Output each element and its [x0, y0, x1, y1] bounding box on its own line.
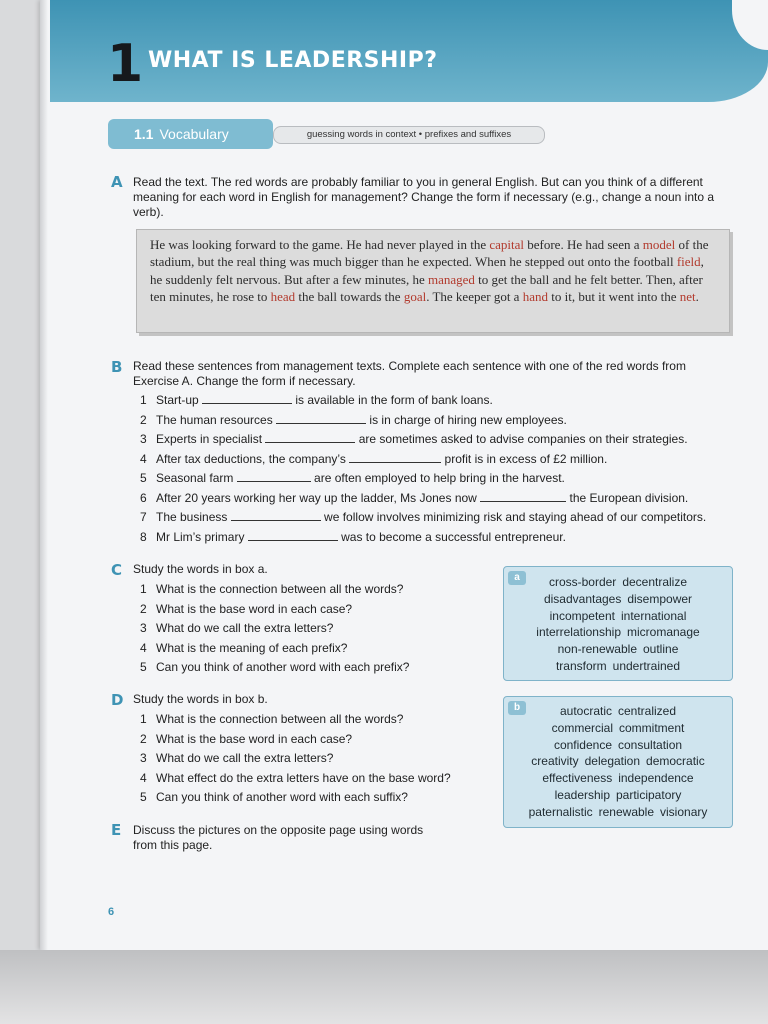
item-text-after: profit is in excess of £2 million. [441, 451, 608, 466]
red-word: hand [522, 288, 548, 304]
story-segment: before. He had seen a [524, 237, 643, 252]
item-number: 3 [140, 621, 147, 635]
vocab-word: renewable [598, 804, 655, 819]
item-number: 1 [140, 582, 147, 596]
list-item [140, 712, 403, 726]
list-item [140, 641, 347, 655]
item-number: 5 [140, 660, 147, 674]
item-text: What is the connection between all the words? [156, 712, 404, 726]
item-number: 5 [140, 790, 147, 804]
word-box-line [504, 754, 732, 768]
item-number: 3 [140, 432, 147, 446]
item-text-after: are often employed to help bring in the harvest. [310, 471, 565, 485]
item-number: 2 [140, 412, 147, 427]
exercise-d-instructions: Study the words in box b. [133, 692, 268, 706]
exercise-c-instructions: Study the words in box a. [133, 562, 268, 576]
exercise-b-item [140, 491, 688, 505]
list-item [140, 660, 409, 674]
word-box-line [504, 575, 732, 589]
exercise-d-letter: D [111, 691, 124, 709]
red-word: model [642, 237, 676, 252]
word-box-b [503, 696, 733, 828]
list-item [140, 732, 352, 746]
vocab-word: delegation [584, 754, 641, 769]
list-item [140, 771, 451, 785]
item-text: What do we call the extra letters? [156, 621, 334, 635]
word-box-line [504, 721, 732, 735]
vocab-word: commitment [619, 720, 685, 735]
red-word: managed [427, 271, 475, 287]
exercise-b-item [140, 393, 493, 407]
story-text [150, 236, 716, 305]
vocab-word: consultation [618, 737, 683, 752]
page-number: 6 [108, 906, 115, 918]
vocab-word: democratic [646, 754, 705, 769]
item-number: 1 [140, 393, 147, 407]
vocab-word: international [620, 608, 687, 623]
item-text-after: was to become a successful entrepreneur. [337, 529, 566, 544]
vocab-word: leadership [554, 788, 610, 802]
word-box-line [504, 609, 732, 623]
item-number: 8 [140, 529, 147, 544]
list-item [140, 790, 408, 804]
exercise-b-item [140, 530, 566, 544]
vocab-word: disempower [627, 591, 693, 606]
vocab-word: outline [643, 642, 679, 657]
item-number: 4 [140, 451, 147, 466]
vocab-word: undertrained [612, 659, 681, 673]
word-box-a [503, 566, 733, 681]
item-text-before: After tax deductions, the company’s [156, 451, 350, 466]
exercise-a-letter: A [111, 173, 123, 191]
red-word: net [679, 288, 696, 304]
item-number: 6 [140, 490, 147, 505]
story-segment: of the stadium, but the real thing was much bigger than he expected. When he stepped out onto the football [150, 237, 709, 270]
exercise-a-instructions: Read the text. The red words are probably familiar to you in general English. But can you think of a different meaning for each word in English for management? Change the form if necessary (e.g., change a noun into a verb). [133, 175, 715, 219]
section-number: 1.1 [134, 126, 154, 142]
list-item [140, 751, 333, 765]
word-box-line [504, 771, 732, 785]
section-pill [108, 119, 273, 149]
exercise-b-instructions: Read these sentences from management texts. Complete each sentence with one of the red words from Exercise A. Change the form if necessary. [133, 359, 686, 388]
item-text-after: is in charge of hiring new employees. [366, 412, 567, 427]
item-text-after: we follow involves minimizing risk and staying ahead of our competitors. [320, 510, 707, 524]
list-item [140, 621, 333, 635]
story-segment: . [695, 288, 699, 304]
section-topics: guessing words in context • prefixes and suffixes [273, 126, 545, 144]
item-text-before: The human resources [156, 412, 277, 427]
item-text: Can you think of another word with each prefix? [156, 660, 410, 674]
answer-blank[interactable] [202, 393, 292, 404]
vocab-word: creativity [531, 754, 579, 769]
item-number: 4 [140, 770, 147, 785]
item-text: Can you think of another word with each suffix? [156, 790, 408, 804]
item-text-before: Experts in specialist [156, 432, 266, 446]
item-number: 1 [140, 712, 147, 726]
item-number: 5 [140, 471, 147, 485]
answer-blank[interactable] [248, 530, 338, 541]
item-text-after: the European division. [566, 490, 689, 505]
list-item [140, 602, 352, 616]
vocab-word: visionary [660, 804, 708, 819]
exercise-b-letter: B [111, 358, 123, 376]
story-segment: . The keeper got a [426, 288, 523, 304]
story-segment: to it, but it went into the [547, 288, 680, 304]
word-box-line [504, 704, 732, 718]
item-number: 3 [140, 751, 147, 765]
vocab-word: autocratic [559, 704, 612, 718]
vocab-word: centralized [618, 704, 677, 718]
vocab-word: effectiveness [542, 771, 613, 786]
vocab-word: participatory [616, 788, 682, 802]
word-box-line [504, 788, 732, 802]
answer-blank[interactable] [237, 471, 311, 482]
item-text: What is the connection between all the words? [156, 582, 404, 596]
exercise-b-item [140, 413, 567, 427]
red-word: goal [403, 288, 427, 304]
answer-blank[interactable] [276, 413, 366, 424]
word-box-line [504, 659, 732, 673]
item-text-before: Start-up [156, 393, 203, 407]
vocab-word: transform [555, 659, 607, 673]
answer-blank[interactable] [265, 432, 355, 443]
red-word: head [270, 288, 296, 304]
chapter-number: 1 [107, 34, 142, 94]
word-box-line [504, 625, 732, 639]
red-word: field [676, 254, 701, 270]
vocab-word: confidence [553, 737, 612, 752]
red-word: capital [489, 237, 524, 252]
vocab-word: incompetent [549, 608, 615, 623]
vocab-word: independence [618, 771, 694, 786]
vocab-word: micromanage [627, 625, 700, 640]
item-number: 4 [140, 640, 147, 655]
section-header [108, 119, 544, 149]
story-segment: to get the ball and he felt better. Then, after ten minutes, he rose to [150, 271, 703, 304]
item-text-before: The business [156, 510, 231, 524]
vocab-word: disadvantages [543, 591, 622, 606]
word-box-b-label: b [508, 701, 526, 715]
item-number: 2 [140, 601, 147, 616]
item-text-before: Mr Lim’s primary [156, 529, 248, 544]
item-text: What is the base word in each case? [156, 601, 353, 616]
vocab-word: commercial [551, 720, 613, 735]
item-text-before: Seasonal farm [156, 471, 237, 485]
list-item [140, 582, 403, 596]
word-box-line [504, 592, 732, 606]
item-number: 7 [140, 510, 147, 524]
answer-blank[interactable] [231, 510, 321, 521]
scan-background [0, 950, 768, 1024]
item-text: What effect do the extra letters have on the base word? [156, 770, 451, 785]
story-segment: He was looking forward to the game. He had never played in the [150, 237, 490, 252]
answer-blank[interactable] [480, 491, 566, 502]
exercise-e-instructions-line1: Discuss the pictures on the opposite page using words [133, 823, 424, 837]
item-number: 2 [140, 731, 147, 746]
exercise-b-item [140, 510, 706, 524]
word-box-a-label: a [508, 571, 526, 585]
exercise-c-letter: C [111, 561, 123, 579]
word-box-line [504, 805, 732, 819]
section-name: Vocabulary [159, 126, 229, 142]
story-segment: , he suddenly felt nervous. But after a few minutes, he [150, 254, 704, 287]
vocab-word: interrelationship [536, 625, 621, 640]
item-text-after: are sometimes asked to advise companies on their strategies. [355, 432, 688, 446]
vocab-word: decentralize [622, 575, 688, 589]
word-box-line [504, 642, 732, 656]
item-text-before: After 20 years working her way up the ladder, Ms Jones now [156, 490, 481, 505]
word-box-line [504, 738, 732, 752]
item-text: What do we call the extra letters? [156, 751, 334, 765]
exercise-b-item [140, 471, 565, 485]
vocab-word: non-renewable [557, 642, 637, 657]
exercise-e-letter: E [111, 821, 122, 839]
exercise-b-item [140, 452, 607, 466]
item-text-after: is available in the form of bank loans. [292, 393, 493, 407]
exercise-b-item [140, 432, 688, 446]
chapter-title: WHAT IS LEADERSHIP? [148, 48, 438, 73]
exercise-e-instructions-line2: from this page. [133, 838, 213, 852]
item-text: What is the base word in each case? [156, 731, 353, 746]
story-segment: the ball towards the [295, 288, 404, 304]
item-text: What is the meaning of each prefix? [156, 640, 348, 655]
vocab-word: cross-border [548, 575, 617, 589]
answer-blank[interactable] [349, 452, 441, 463]
vocab-word: paternalistic [528, 804, 593, 819]
